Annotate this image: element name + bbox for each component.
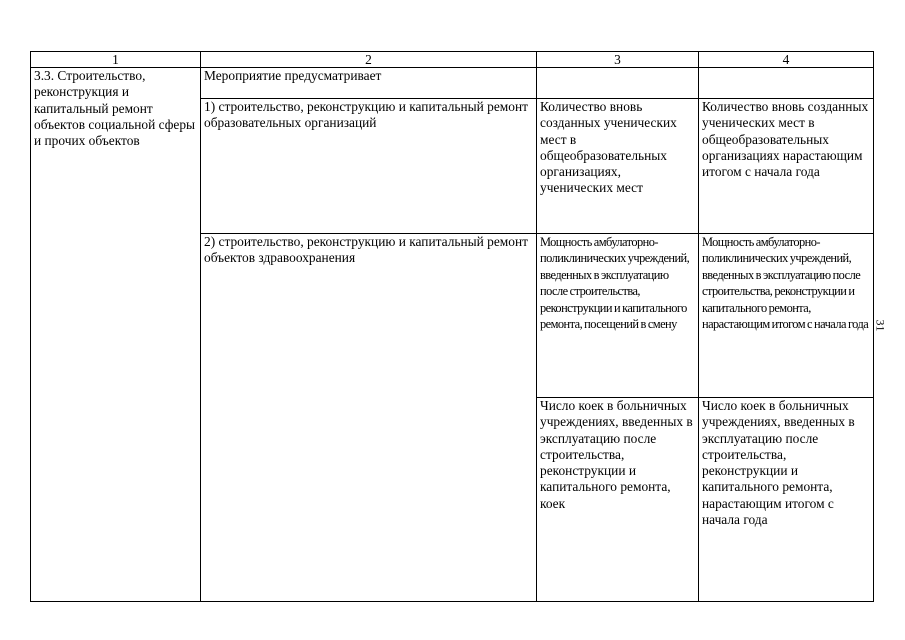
indicator-text: Число коек в больничных учреждениях, введенных в эксплуатацию после строительства, реконструкции и капитального ремонта, коек — [540, 398, 693, 511]
empty-cell — [537, 68, 699, 99]
table-row — [31, 68, 874, 99]
calc-method-text: Число коек в больничных учреждениях, введенных в эксплуатацию после строительства, реконструкции и капитального ремонта, нарастающим итогом с начала года — [702, 398, 855, 528]
indicator-cell — [537, 234, 699, 398]
column-number-4: 4 — [699, 52, 874, 68]
calc-method-text: Мощность амбулаторно-поликлинических учреждений, введенных в эксплуатацию после строительства, реконструкции и капитального ремонта, нарастающим итогом с начала года — [702, 235, 869, 332]
table-header-row — [31, 52, 874, 68]
activity-cell — [201, 99, 537, 234]
column-number-1: 1 — [31, 52, 201, 68]
calc-method-cell — [699, 398, 874, 602]
section-label-cell — [31, 68, 201, 602]
column-number-3: 3 — [537, 52, 699, 68]
column-number-2: 2 — [201, 52, 537, 68]
indicator-cell — [537, 398, 699, 602]
activity-text: 1) строительство, реконструкцию и капитальный ремонт образовательных организаций — [204, 99, 528, 131]
indicator-text: Количество вновь созданных ученических мест в общеобразовательных организациях, ученических мест — [540, 99, 677, 196]
intro-text: Мероприятие предусматривает — [204, 68, 382, 83]
calc-method-cell — [699, 99, 874, 234]
section-label: 3.3. Строительство, реконструкция и капитальный ремонт объектов социальной сферы и прочих объектов — [34, 68, 196, 149]
calc-method-text: Количество вновь созданных ученических мест в общеобразовательных организациях нарастающим итогом с начала года — [702, 99, 869, 180]
activity-cell — [201, 234, 537, 602]
activity-text: 2) строительство, реконструкцию и капитальный ремонт объектов здравоохранения — [204, 234, 528, 266]
page-number: 31 — [873, 319, 888, 332]
indicator-text: Мощность амбулаторно-поликлинических учреждений, введенных в эксплуатацию после строительства, реконструкции и капитального ремонта, посещений в смену — [540, 235, 690, 332]
indicator-cell — [537, 99, 699, 234]
empty-cell — [699, 68, 874, 99]
calc-method-cell — [699, 234, 874, 398]
indicators-table — [30, 51, 874, 602]
intro-cell — [201, 68, 537, 99]
